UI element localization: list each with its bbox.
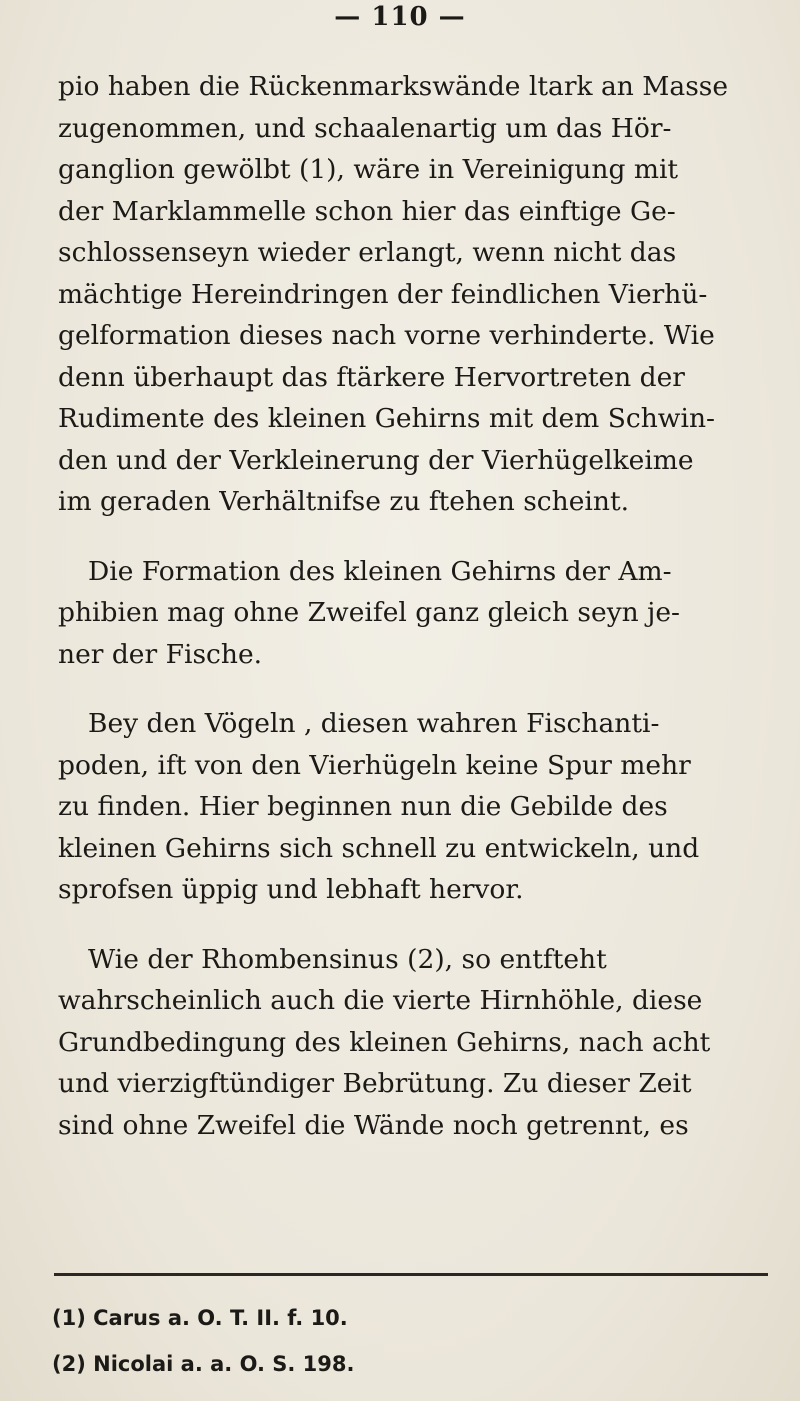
text-line: wahrscheinlich auch die vierte Hirnhöhle, diese	[58, 985, 703, 1016]
footnote-divider	[54, 1273, 768, 1276]
text-line: und vierzigftündiger Bebrütung. Zu dieser Zeit	[58, 1068, 692, 1099]
text-line: sprofsen üppig und lebhaft hervor.	[58, 874, 524, 905]
paragraph-1	[58, 66, 778, 523]
body-text	[58, 66, 778, 1146]
text-line: Bey den Vögeln , diesen wahren Fischanti-	[88, 708, 660, 739]
text-line: Grundbedingung des kleinen Gehirns, nach acht	[58, 1026, 711, 1058]
text-line: zugenommen, und schaalenartig um das Hör-	[58, 112, 672, 144]
page-number: — 110 —	[334, 2, 466, 32]
text-line: Rudimente des kleinen Gehirns mit dem Schwin-	[58, 403, 715, 434]
text-line: ganglion gewölbt (1), wäre in Vereinigung mit	[58, 154, 679, 185]
text-line: mächtige Hereindringen der feindlichen Vierhü-	[58, 278, 708, 310]
paragraph-3	[58, 703, 778, 911]
footnote-2: (2) Nicolai a. a. O. S. 198.	[52, 1352, 355, 1376]
text-line: schlossenseyn wieder erlangt, wenn nicht das	[58, 237, 677, 268]
text-line: poden, ift von den Vierhügeln keine Spur mehr	[58, 749, 691, 781]
text-line: denn überhaupt das ftärkere Hervortreten der	[58, 361, 685, 393]
footnote-1: (1) Carus a. O. T. II. f. 10.	[52, 1306, 348, 1330]
paragraph-4	[58, 939, 778, 1147]
text-line: kleinen Gehirns sich schnell zu entwickeln, und	[58, 832, 700, 864]
text-line: Wie der Rhombensinus (2), so entfteht	[88, 943, 607, 975]
text-line: den und der Verkleinerung der Vierhügelkeime	[58, 444, 694, 476]
paragraph-2	[58, 551, 778, 676]
text-line: der Marklammelle schon hier das einftige Ge-	[58, 195, 676, 227]
text-line: ner der Fische.	[58, 638, 263, 670]
text-line: zu finden. Hier beginnen nun die Gebilde des	[58, 791, 668, 822]
text-line: sind ohne Zweifel die Wände noch getrennt, es	[58, 1109, 689, 1141]
text-line: pio haben die Rückenmarkswände ltark an Masse	[58, 71, 729, 102]
text-line: gelformation dieses nach vorne verhinderte. Wie	[58, 320, 715, 351]
text-line: Die Formation des kleinen Gehirns der Am-	[88, 555, 672, 587]
footnotes	[52, 1295, 772, 1387]
text-line: im geraden Verhältnifse zu ftehen scheint.	[58, 486, 630, 517]
text-line: phibien mag ohne Zweifel ganz gleich seyn je-	[58, 597, 681, 628]
